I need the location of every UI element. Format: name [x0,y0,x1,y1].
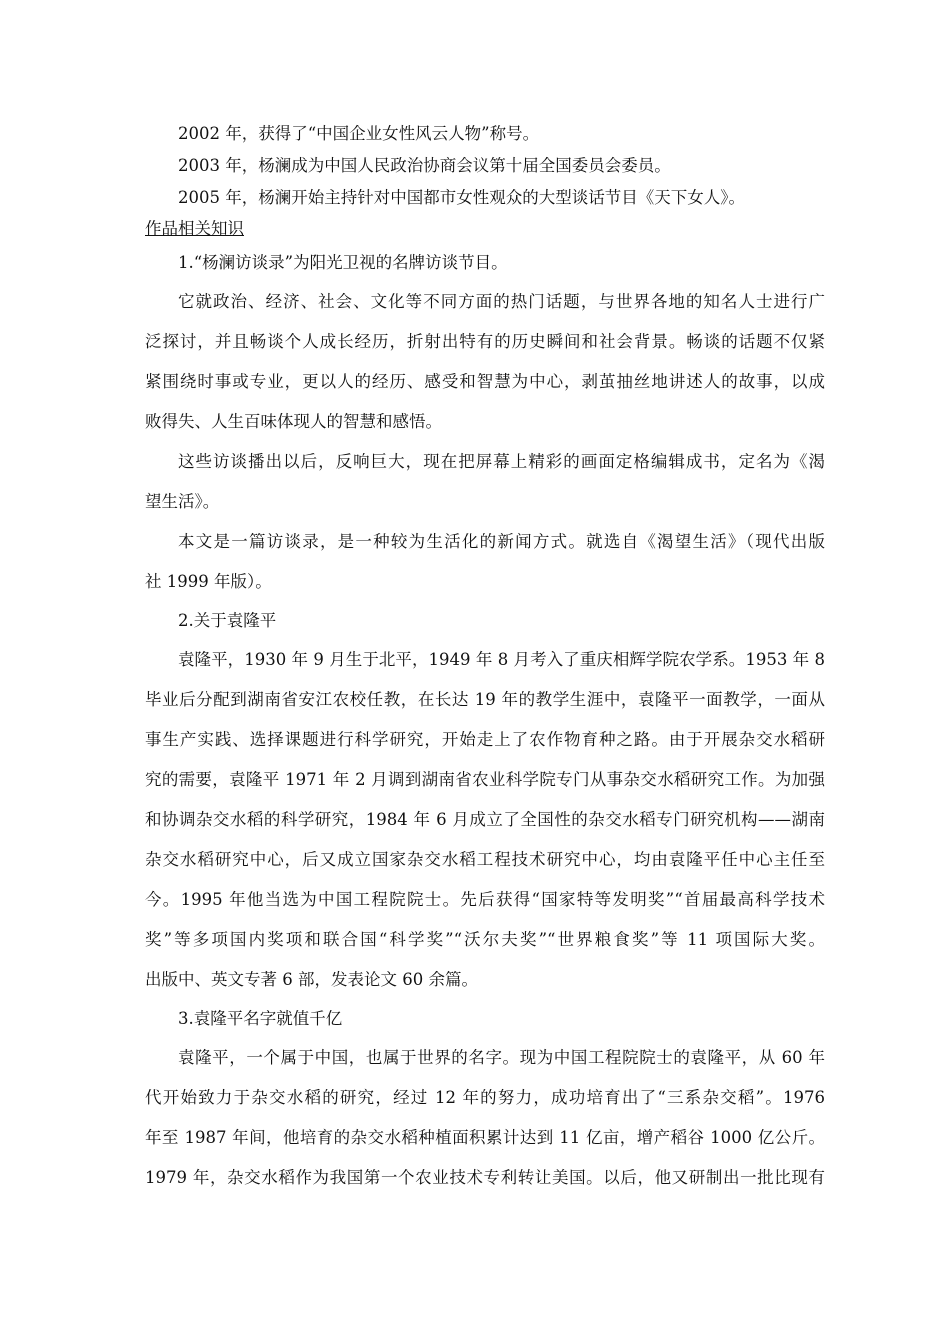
timeline-entry-2002: 2002 年，获得了“中国企业女性风云人物”称号。 [178,124,540,143]
paragraph-line: 代开始致力于杂交水稻的研究，经过 12 年的努力，成功培育出了“三系杂交稻”。1976 [145,1088,825,1107]
paragraph-line: 望生活》。 [145,492,220,511]
paragraph-line: 究的需要，袁隆平 1971 年 2 月调到湖南省农业科学院专门从事杂交水稻研究工作。为加强 [145,770,825,789]
paragraph-line: 奖”等多项国内奖项和联合国“科学奖”“沃尔夫奖”“世界粮食奖”等 11 项国际大奖。 [145,930,825,949]
timeline-entry-2005: 2005 年，杨澜开始主持针对中国都市女性观众的大型谈话节目《天下女人》。 [178,188,745,207]
paragraph-line: 毕业后分配到湖南省安江农校任教，在长达 19 年的教学生涯中，袁隆平一面教学，一面从 [145,690,825,709]
item3-title: 3.袁隆平名字就值千亿 [178,1009,343,1028]
item1-title: 1.“杨澜访谈录”为阳光卫视的名牌访谈节目。 [178,253,508,272]
paragraph-line: 杂交水稻研究中心，后又成立国家杂交水稻工程技术研究中心，均由袁隆平任中心主任至 [145,850,825,869]
section-heading: 作品相关知识 [145,219,244,238]
paragraph-line: 紧围绕时事或专业，更以人的经历、感受和智慧为中心，剥茧抽丝地讲述人的故事，以成 [145,372,825,391]
item3-paragraph [145,1038,825,1198]
paragraph-line: 社 1999 年版）。 [145,572,272,591]
paragraph-line: 年至 1987 年间，他培育的杂交水稻种植面积累计达到 11 亿亩，增产稻谷 1000 亿公斤。 [145,1128,825,1147]
item1-paragraph-1 [145,282,825,442]
paragraph-line: 败得失、人生百味体现人的智慧和感悟。 [145,412,442,431]
paragraph-line: 1979 年，杂交水稻作为我国第一个农业技术专利转让美国。以后，他又研制出一批比现有 [145,1168,825,1187]
paragraph-line: 和协调杂交水稻的科学研究，1984 年 6 月成立了全国性的杂交水稻专门研究机构——湖南 [145,810,825,829]
paragraph-line: 袁隆平，一个属于中国，也属于世界的名字。现为中国工程院院士的袁隆平，从 60 年 [178,1048,825,1067]
paragraph-line: 袁隆平，1930 年 9 月生于北平，1949 年 8 月考入了重庆相辉学院农学系。1953 年 8 [178,650,825,669]
paragraph-line: 出版中、英文专著 6 部，发表论文 60 余篇。 [145,970,478,989]
paragraph-line: 本文是一篇访谈录，是一种较为生活化的新闻方式。就选自《渴望生活》（现代出版 [178,532,825,551]
paragraph-line: 这些访谈播出以后，反响巨大，现在把屏幕上精彩的画面定格编辑成书，定名为《渴 [178,452,825,471]
paragraph-line: 今。1995 年他当选为中国工程院院士。先后获得“国家特等发明奖”“首届最高科学技术 [145,890,825,909]
timeline-entry-2003: 2003 年，杨澜成为中国人民政治协商会议第十届全国委员会委员。 [178,156,671,175]
document-body [145,118,825,1198]
paragraph-line: 它就政治、经济、社会、文化等不同方面的热门话题，与世界各地的知名人士进行广 [178,292,825,311]
item1-paragraph-2 [145,442,825,522]
item2-title: 2.关于袁隆平 [178,611,277,630]
item2-paragraph [145,640,825,1000]
paragraph-line: 泛探讨，并且畅谈个人成长经历，折射出特有的历史瞬间和社会背景。畅谈的话题不仅紧 [145,332,825,351]
paragraph-line: 事生产实践、选择课题进行科学研究，开始走上了农作物育种之路。由于开展杂交水稻研 [145,730,825,749]
item1-paragraph-3 [145,522,825,602]
